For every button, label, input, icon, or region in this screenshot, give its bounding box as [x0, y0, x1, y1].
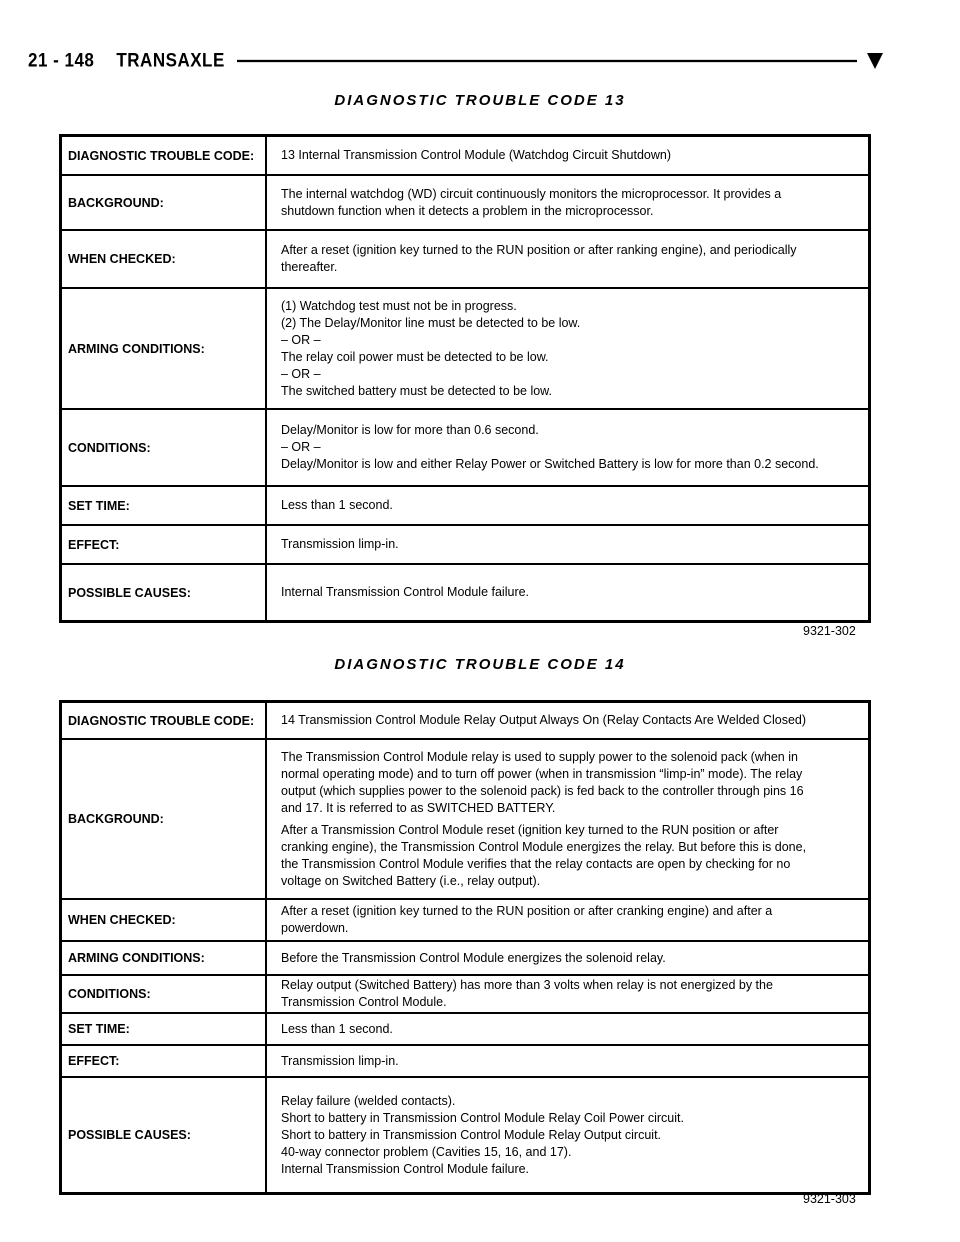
text-line: Relay output (Switched Battery) has more than 3 volts when relay is not energized by the — [281, 978, 773, 992]
text-line: – OR – — [281, 366, 321, 381]
row-label-set-time: SET TIME: — [62, 1014, 267, 1044]
text-line: and 17. It is referred to as SWITCHED BATTERY. — [281, 800, 556, 815]
text-line: Delay/Monitor is low and either Relay Power or Switched Battery is low for more than 0.2 second. — [281, 457, 819, 471]
text-line: Transmission Control Module. — [281, 995, 447, 1009]
row-value-set-time — [267, 1014, 868, 1044]
dtc14-table — [59, 700, 871, 1195]
down-triangle-icon — [867, 53, 883, 69]
row-label-conditions: CONDITIONS: — [62, 976, 267, 1012]
text-line: After a Transmission Control Module reset (ignition key turned to the RUN position or after — [281, 822, 779, 837]
text-line: output (which supplies power to the solenoid pack) is fed back to the controller through pins 16 — [281, 783, 804, 798]
text-line: The relay coil power must be detected to be low. — [281, 349, 549, 364]
text-line: (1) Watchdog test must not be in progress. — [281, 298, 517, 313]
text-line: shutdown function when it detects a problem in the microprocessor. — [281, 203, 654, 218]
row-value-effect — [267, 1046, 868, 1076]
text-line: After a reset (ignition key turned to the RUN position or after cranking engine) and after a — [281, 904, 773, 918]
page-number: 21 - 148 — [28, 49, 95, 72]
text-line: normal operating mode) and to turn off power (when in transmission “limp-in” mode). The relay — [281, 766, 803, 781]
row-value-arming-conditions — [267, 289, 868, 408]
text-line: Transmission limp-in. — [281, 1053, 399, 1068]
text-line: Less than 1 second. — [281, 498, 393, 512]
row-value-set-time — [267, 487, 868, 524]
text-line: Internal Transmission Control Module failure. — [281, 1161, 530, 1176]
section-title: TRANSAXLE — [116, 49, 225, 72]
row-value-when-checked — [267, 900, 868, 940]
row-label-when-checked: WHEN CHECKED: — [62, 900, 267, 940]
table-row — [62, 487, 868, 526]
paragraph — [281, 822, 862, 890]
text-line: Transmission limp-in. — [281, 537, 399, 551]
row-value-conditions — [267, 410, 868, 485]
header-rule — [237, 60, 857, 62]
text-line: – OR – — [281, 440, 321, 454]
text-line: powerdown. — [281, 921, 349, 935]
text-line: 14 Transmission Control Module Relay Output Always On (Relay Contacts Are Welded Closed) — [281, 713, 807, 727]
text-line: (2) The Delay/Monitor line must be detected to be low. — [281, 315, 581, 330]
row-label-possible-causes: POSSIBLE CAUSES: — [62, 1078, 267, 1192]
row-label-possible-causes: POSSIBLE CAUSES: — [62, 565, 267, 620]
text-line: thereafter. — [281, 260, 338, 274]
table-row — [62, 176, 868, 231]
text-line: The internal watchdog (WD) circuit continuously monitors the microprocessor. It provides a — [281, 186, 782, 201]
row-label-diagnostic-trouble-code: DIAGNOSTIC TROUBLE CODE: — [62, 137, 267, 174]
dtc14-figure-ref: 9321-303 — [803, 1192, 856, 1206]
table-row — [62, 703, 868, 740]
row-value-possible-causes — [267, 1078, 868, 1192]
table-row — [62, 942, 868, 976]
table-row — [62, 565, 868, 620]
row-value-arming-conditions — [267, 942, 868, 974]
text-line: Delay/Monitor is low for more than 0.6 second. — [281, 423, 539, 437]
dtc13-figure-ref: 9321-302 — [803, 624, 856, 638]
row-value-background — [267, 176, 868, 229]
row-value-diagnostic-trouble-code — [267, 137, 868, 174]
row-value-when-checked — [267, 231, 868, 287]
dtc13-table — [59, 134, 871, 623]
dtc14-title: DIAGNOSTIC TROUBLE CODE 14 — [334, 656, 626, 673]
table-row — [62, 410, 868, 487]
text-line: Relay failure (welded contacts). — [281, 1093, 456, 1108]
text-line: – OR – — [281, 332, 321, 347]
row-label-diagnostic-trouble-code: DIAGNOSTIC TROUBLE CODE: — [62, 703, 267, 738]
row-label-when-checked: WHEN CHECKED: — [62, 231, 267, 287]
row-value-background — [267, 740, 868, 898]
table-row — [62, 231, 868, 289]
dtc13-title: DIAGNOSTIC TROUBLE CODE 13 — [334, 92, 626, 109]
page-header — [28, 46, 883, 76]
row-label-background: BACKGROUND: — [62, 740, 267, 898]
text-line: 40-way connector problem (Cavities 15, 16, and 17). — [281, 1144, 572, 1159]
table-row — [62, 1014, 868, 1046]
table-row — [62, 1046, 868, 1078]
text-line: Internal Transmission Control Module failure. — [281, 585, 530, 599]
text-line: Before the Transmission Control Module energizes the solenoid relay. — [281, 950, 666, 965]
text-line: The switched battery must be detected to be low. — [281, 383, 552, 398]
text-line: Short to battery in Transmission Control Module Relay Output circuit. — [281, 1127, 662, 1142]
text-line: 13 Internal Transmission Control Module (Watchdog Circuit Shutdown) — [281, 148, 671, 162]
table-row — [62, 137, 868, 176]
row-value-effect — [267, 526, 868, 563]
table-row — [62, 289, 868, 410]
text-line: cranking engine), the Transmission Control Module energizes the relay. But before this is done, — [281, 839, 807, 854]
paragraph — [281, 749, 862, 817]
row-label-set-time: SET TIME: — [62, 487, 267, 524]
row-value-conditions — [267, 976, 868, 1012]
table-row — [62, 1078, 868, 1192]
row-label-effect: EFFECT: — [62, 1046, 267, 1076]
row-label-effect: EFFECT: — [62, 526, 267, 563]
text-line: The Transmission Control Module relay is used to supply power to the solenoid pack (when in — [281, 749, 798, 764]
row-label-arming-conditions: ARMING CONDITIONS: — [62, 942, 267, 974]
row-label-background: BACKGROUND: — [62, 176, 267, 229]
row-label-arming-conditions: ARMING CONDITIONS: — [62, 289, 267, 408]
text-line: voltage on Switched Battery (i.e., relay output). — [281, 873, 541, 888]
text-line: Short to battery in Transmission Control Module Relay Coil Power circuit. — [281, 1110, 684, 1125]
text-line: Less than 1 second. — [281, 1021, 393, 1036]
table-row — [62, 740, 868, 900]
table-row — [62, 900, 868, 942]
table-row — [62, 526, 868, 565]
row-label-conditions: CONDITIONS: — [62, 410, 267, 485]
text-line: the Transmission Control Module verifies that the relay contacts are open by checking for no — [281, 856, 791, 871]
row-value-diagnostic-trouble-code — [267, 703, 868, 738]
text-line: After a reset (ignition key turned to the RUN position or after ranking engine), and periodically — [281, 243, 797, 257]
table-row — [62, 976, 868, 1014]
row-value-possible-causes — [267, 565, 868, 620]
